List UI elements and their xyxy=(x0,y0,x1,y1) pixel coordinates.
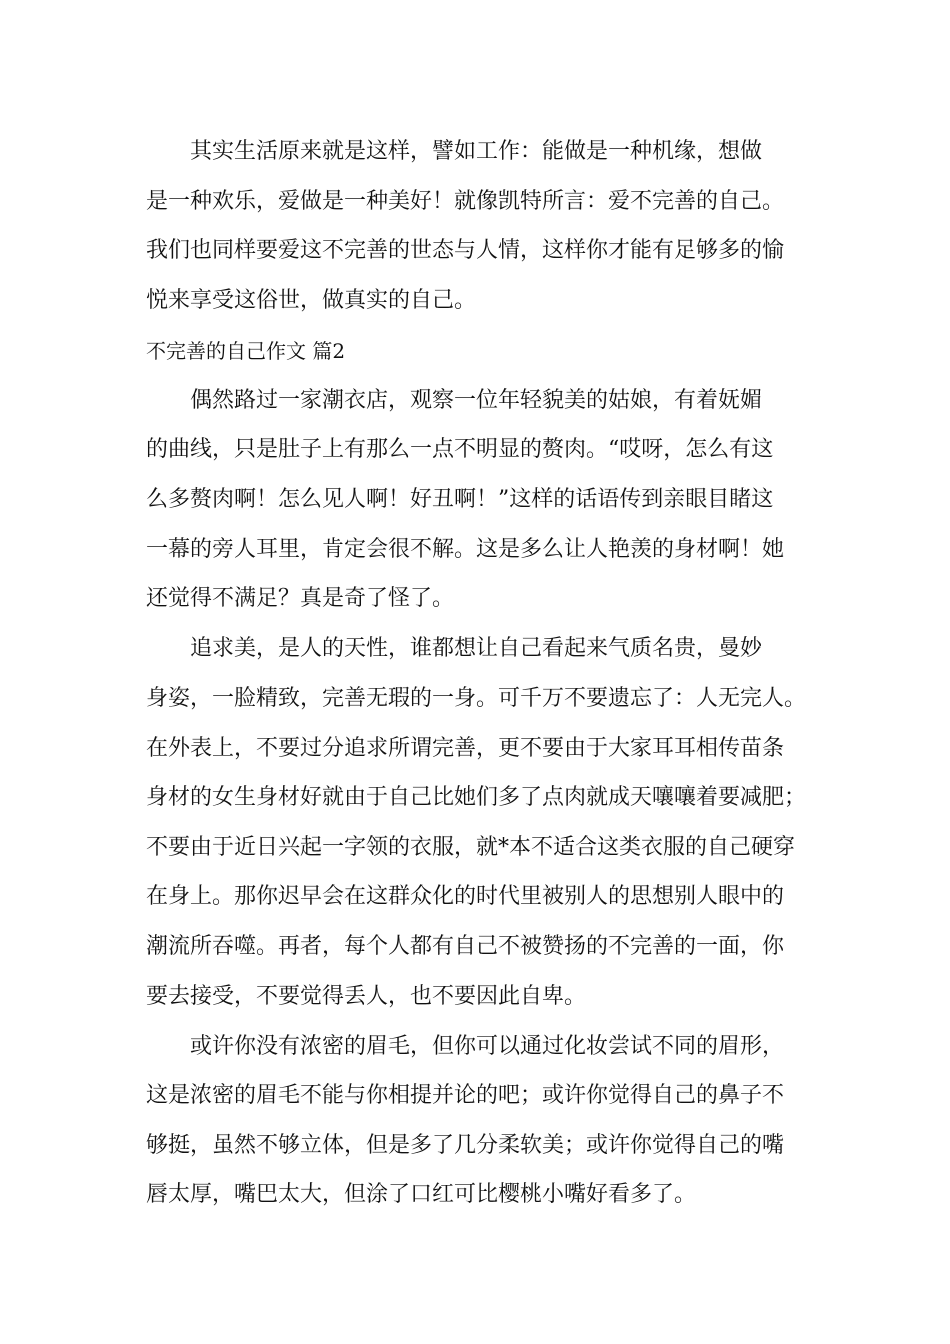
text-line: 这是浓密的眉毛不能与你相提并论的吧；或许你觉得自己的鼻子不 xyxy=(146,1083,785,1108)
text-line: 在外表上，不要过分追求所谓完善，更不要由于大家耳耳相传苗条 xyxy=(146,736,785,761)
text-line: 或许你没有浓密的眉毛，但你可以通过化妆尝试不同的眉形， xyxy=(146,1034,785,1059)
text-line: 唇太厚，嘴巴太大，但涂了口红可比樱桃小嘴好看多了。 xyxy=(146,1182,697,1207)
text-line: 是一种欢乐，爱做是一种美好！就像凯特所言：爱不完善的自己。 xyxy=(146,189,785,214)
text-line: 悦来享受这俗世，做真实的自己。 xyxy=(146,288,477,313)
text-line: 要去接受，不要觉得丢人，也不要因此自卑。 xyxy=(146,984,587,1009)
text-line: 我们也同样要爱这不完善的世态与人情，这样你才能有足够多的愉 xyxy=(146,238,785,263)
text-line: 不要由于近日兴起一字领的衣服，就*本不适合这类衣服的自己硬穿 xyxy=(146,835,796,860)
text-line: 够挺，虽然不够立体，但是多了几分柔软美；或许你觉得自己的嘴 xyxy=(146,1133,785,1158)
text-line: 身材的女生身材好就由于自己比她们多了点肉就成天嚷嚷着要减肥； xyxy=(146,785,807,810)
text-line: 在身上。那你迟早会在这群众化的时代里被别人的思想别人眼中的 xyxy=(146,884,785,909)
text-line: 一幕的旁人耳里，肯定会很不解。这是多么让人艳羡的身材啊！她 xyxy=(146,537,785,562)
text-line: 其实生活原来就是这样，譬如工作：能做是一种机缘，想做 xyxy=(146,139,763,164)
text-line: 偶然路过一家潮衣店，观察一位年轻貌美的姑娘，有着妩媚 xyxy=(146,388,763,413)
text-line: 潮流所吞噬。再者，每个人都有自己不被赞扬的不完善的一面，你 xyxy=(146,934,785,959)
text-line: 身姿，一脸精致，完善无瑕的一身。可千万不要遗忘了：人无完人。 xyxy=(146,686,807,711)
text-line: 还觉得不满足？真是奇了怪了。 xyxy=(146,586,455,611)
text-line: 追求美，是人的天性，谁都想让自己看起来气质名贵，曼妙 xyxy=(146,636,763,661)
text-line: 么多赘肉啊！怎么见人啊！好丑啊！”这样的话语传到亲眼目睹这 xyxy=(146,487,774,512)
section-heading: 不完善的自己作文 篇2 xyxy=(146,339,346,363)
text-line: 的曲线，只是肚子上有那么一点不明显的赘肉。“哎呀，怎么有这 xyxy=(146,437,774,462)
